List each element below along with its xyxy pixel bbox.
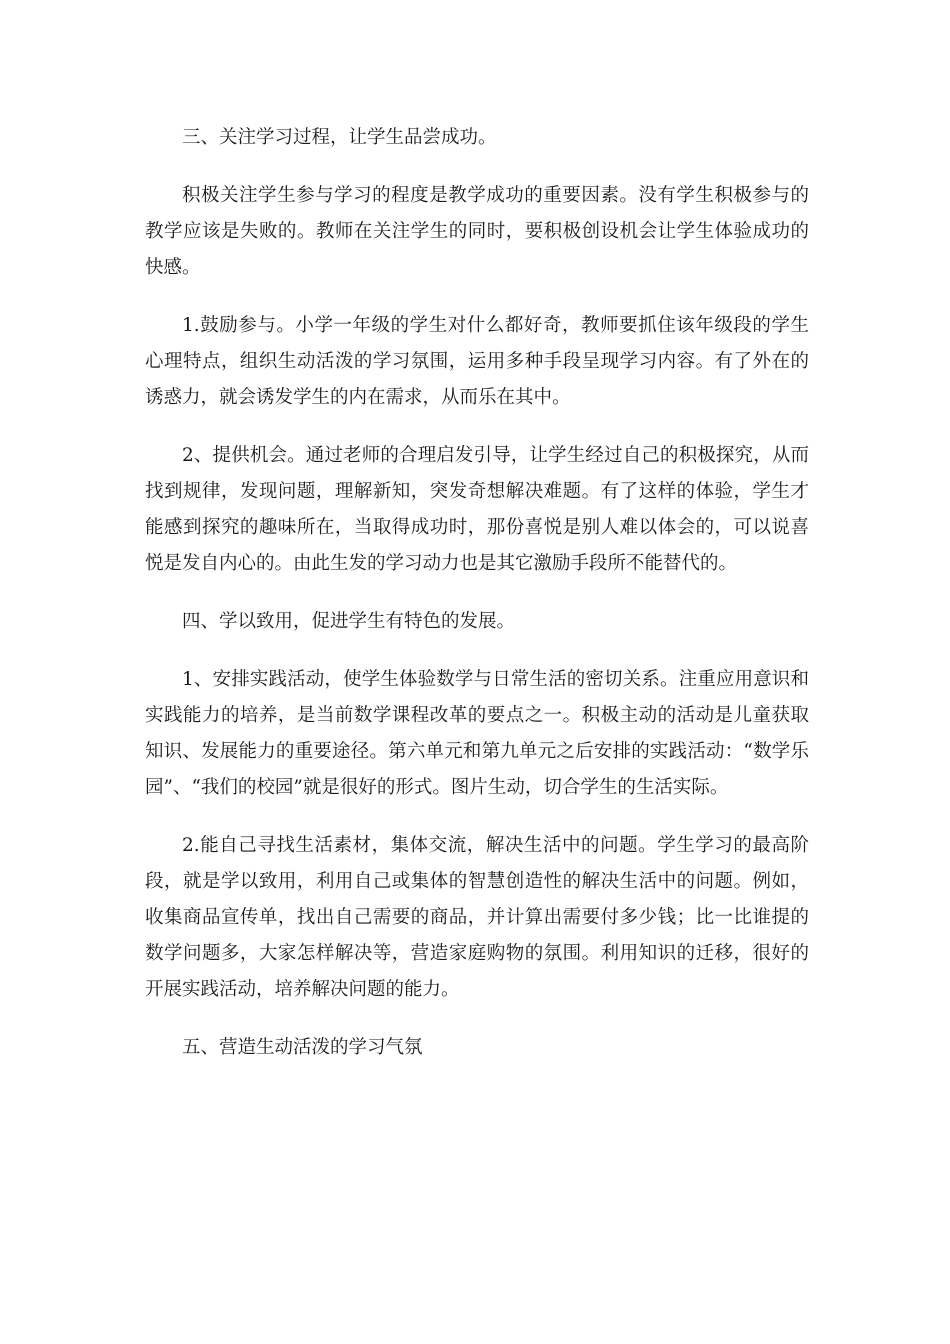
paragraph-intro: 积极关注学生参与学习的程度是教学成功的重要因素。没有学生积极参与的教学应该是失败的。教师在关注学生的同时，要积极创设机会让学生体验成功的快感。 — [145, 185, 809, 278]
section-heading-4: 四、学以致用，促进学生有特色的发展。 — [182, 611, 516, 632]
paragraph-life-materials: 2.能自己寻找生活素材，集体交流，解决生活中的问题。学生学习的最高阶段，就是学以致用，利用自己或集体的智慧创造性的解决生活中的问题。例如，收集商品宣传单，找出自己需要的商品，并计算出需要付多少钱；比一比谁提的数学问题多，大家怎样解决等，营造家庭购物的氛围。利用知识的迁移，很好的开展实践活动，培养解决问题的能力。 — [145, 835, 809, 1000]
document-page — [145, 120, 809, 1088]
section-heading-5: 五、营造生动活泼的学习气氛 — [182, 1037, 423, 1058]
paragraph-encourage-participation: 1.鼓励参与。小学一年级的学生对什么都好奇，教师要抓住该年级段的学生心理特点，组织生动活泼的学习氛围，运用多种手段呈现学习内容。有了外在的诱惑力，就会诱发学生的内在需求，从而乐在其中。 — [145, 315, 809, 408]
section-heading-3: 三、关注学习过程，让学生品尝成功。 — [182, 127, 497, 148]
paragraph-practice-activities: 1、安排实践活动，使学生体验数学与日常生活的密切关系。注重应用意识和实践能力的培养，是当前数学课程改革的要点之一。积极主动的活动是儿童获取知识、发展能力的重要途径。第六单元和第九单元之后安排的实践活动：“数学乐园”、“我们的校园”就是很好的形式。图片生动，切合学生的生活实际。 — [145, 669, 809, 798]
paragraph-provide-opportunity: 2、提供机会。通过老师的合理启发引导，让学生经过自己的积极探究，从而找到规律，发现问题，理解新知，突发奇想解决难题。有了这样的体验，学生才能感到探究的趣味所在，当取得成功时，那份喜悦是别人难以体会的，可以说喜悦是发自内心的。由此生发的学习动力也是其它激励手段所不能替代的。 — [145, 445, 809, 574]
